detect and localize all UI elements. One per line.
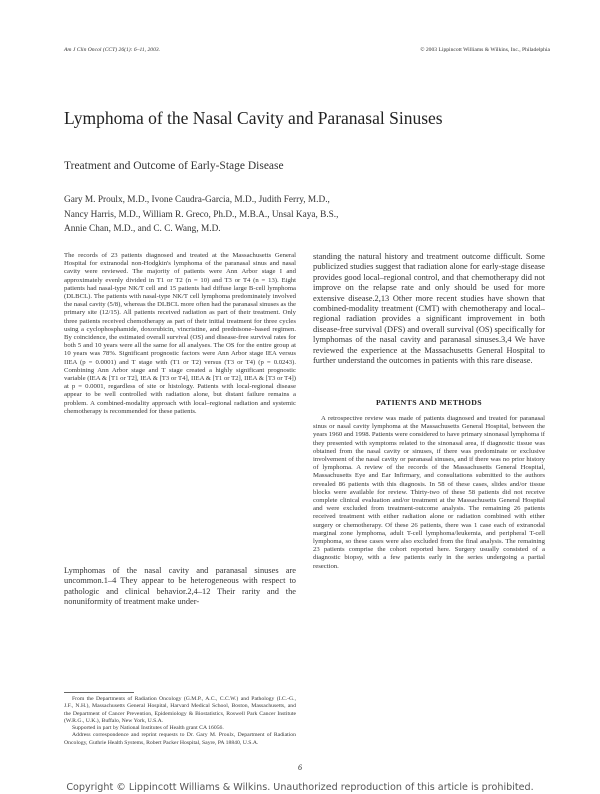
author-list: [64, 193, 484, 237]
intro-text-right: standing the natural history and treatment outcome difficult. Some publicized studies suggest that radiation alone for early-stage disease provides good local–regional control, and that chemotherapy did not improve on the relapse rate and only should be used for more extensive disease.2,13 Other more recent studies have shown that combined-modality treatment (CMT) with chemotherapy and local–regional radiation provides a significant improvement in both disease-free survival (DFS) and overall survival (OS) specifically for lymphomas of the nasal cavity and paranasal sinuses.3,4 We have reviewed the experience at the Massachusetts General Hospital to further understand the outcomes in patients with this rare disease.: [313, 252, 545, 366]
methods-text: A retrospective review was made of patients diagnosed and treated for paranasal sinus or nasal cavity lymphoma at the Massachusetts General Hospital, between the years 1960 and 1998. Patients were considered to have primary sinonasal lymphoma if they presented with symptoms related to the sinonasal area, if diagnostic tissue was obtained from the nasal cavity or sinuses, if there was predominate or exclusive involvement of the nasal cavity or paranasal sinuses, and if there was no prior history of lymphoma. A review of the records of the Massachusetts General Hospital, Massachusetts Eye and Ear Infirmary, and consultations submitted to the authors revealed 86 patients with this diagnosis. In 58 of these cases, slides and/or tissue blocks were available for review. Thirty-two of these 58 patients did not receive complete clinical evaluation and/or treatment at the Massachusetts General Hospital and were excluded from treatment-outcome analysis. The remaining 26 patients received treatment with either radiation alone or radiation combined with either surgery or chemotherapy. Of these 26 patients, there was 1 case each of extranodal marginal zone lymphoma, adult T-cell lymphoma/leukemia, and peripheral T-cell lymphoma, so these cases were also excluded from the final analysis. The remaining 23 patients comprise the cohort reported here. Surgery usually consisted of a diagnostic biopsy, with a few patients early in the series undergoing a partial resection.: [313, 415, 545, 570]
introduction-right: [313, 252, 545, 366]
abstract-text: The records of 23 patients diagnosed and treated at the Massachusetts General Hospital for extranodal non-Hodgkin's lymphoma of the paranasal sinus and nasal cavity were reviewed. The majority of patients were Ann Arbor stage I and approximately evenly divided in T1 or T2 (n = 10) and T3 or T4 (n = 13). Eight patients had nasal-type NK/T cell and 15 patients had diffuse large B-cell lymphoma (DLBCL). The patients with nasal-type NK/T cell lymphoma predominately involved the nasal cavity (5/8), whereas the DLBCL more often had the paranasal sinuses as the primary site (12/15). All patients received radiation as part of their treatment. Only three patients received chemotherapy as part of their initial treatment for three cycles using a cyclophosphamide, doxorubicin, vincristine, and prednisone–based regimen. By coincidence, the estimated overall survival (OS) and disease-free survival rates for both 5 and 10 years were all the same for all analyses. The OS for the entire group at 10 years was 78%. Significant prognostic factors were Ann Arbor stage IEA versus IIEA (p = 0.0001) and T stage with (T1 or T2) versus (T3 or T4) (p = 0.0243). Combining Ann Arbor stage and T stage created a highly significant prognostic variable (IEA & [T1 or T2], IEA & [T3 or T4], IIEA & [T1 or T2], IIEA & [T3 or T4]) at p = 0.0001, regardless of site or histology. Patients with local-regional disease appear to be well controlled with radiation alone, but distant failure remains a problem. A combined-modality approach with local–regional radiation and systemic chemotherapy is recommended for these patients.: [64, 252, 296, 415]
article-title: Lymphoma of the Nasal Cavity and Paranasal Sinuses: [64, 108, 443, 128]
footnote-support: Supported in part by National Institutes of Health grant CA 16056.: [72, 725, 224, 732]
journal-reference: Am J Clin Oncol (CCT) 26(1): 6–11, 2003.: [64, 47, 161, 53]
author-line-2: Nancy Harris, M.D., William R. Greco, Ph.D., M.B.A., Unsal Kaya, B.S.,: [64, 209, 339, 220]
introduction-left: [64, 566, 296, 608]
abstract: [64, 252, 296, 416]
author-line-3: Annie Chan, M.D., and C. C. Wang, M.D.: [64, 224, 221, 234]
section-heading-methods: PATIENTS AND METHODS: [375, 398, 483, 407]
page-number: 6: [298, 763, 302, 772]
header-copyright: © 2003 Lippincott Williams & Wilkins, Inc., Philadelphia: [420, 47, 550, 53]
footnote-rule: [64, 692, 134, 693]
intro-text-left: Lymphomas of the nasal cavity and paranasal sinuses are uncommon.1–4 They appear to be heterogeneous with respect to pathologic and clinical behavior.2,4–12 Their rarity and the nonuniformity of treatment make under-: [64, 566, 296, 607]
footnote-affiliations: From the Departments of Radiation Oncology (G.M.P., A.C., C.C.W.) and Pathology (I.C.-G., J.F., N.H.), Massachusetts General Hospital, Harvard Medical School, Boston, Massachusetts, and the Department of Cancer Prevention, Epidemiology & Biostatistics, Roswell Park Cancer Institute (W.R.G., U.K.), Buffalo, New York, U.S.A.: [64, 696, 296, 724]
copyright-footer: Copyright © Lippincott Williams & Wilkins. Unauthorized reproduction of this article is prohibited.: [66, 782, 534, 793]
author-line-1: Gary M. Proulx, M.D., Ivone Caudra-Garcia, M.D., Judith Ferry, M.D.,: [64, 195, 330, 205]
footnote-correspondence: Address correspondence and reprint requests to Dr. Gary M. Proulx, Department of Radiation Oncology, Guthrie Health Systems, Robert Packer Hospital, Sayre, PA 18840, U.S.A.: [64, 732, 296, 746]
article-subtitle: Treatment and Outcome of Early-Stage Disease: [64, 160, 284, 172]
methods-section: [313, 415, 545, 571]
footnotes: [64, 696, 296, 747]
